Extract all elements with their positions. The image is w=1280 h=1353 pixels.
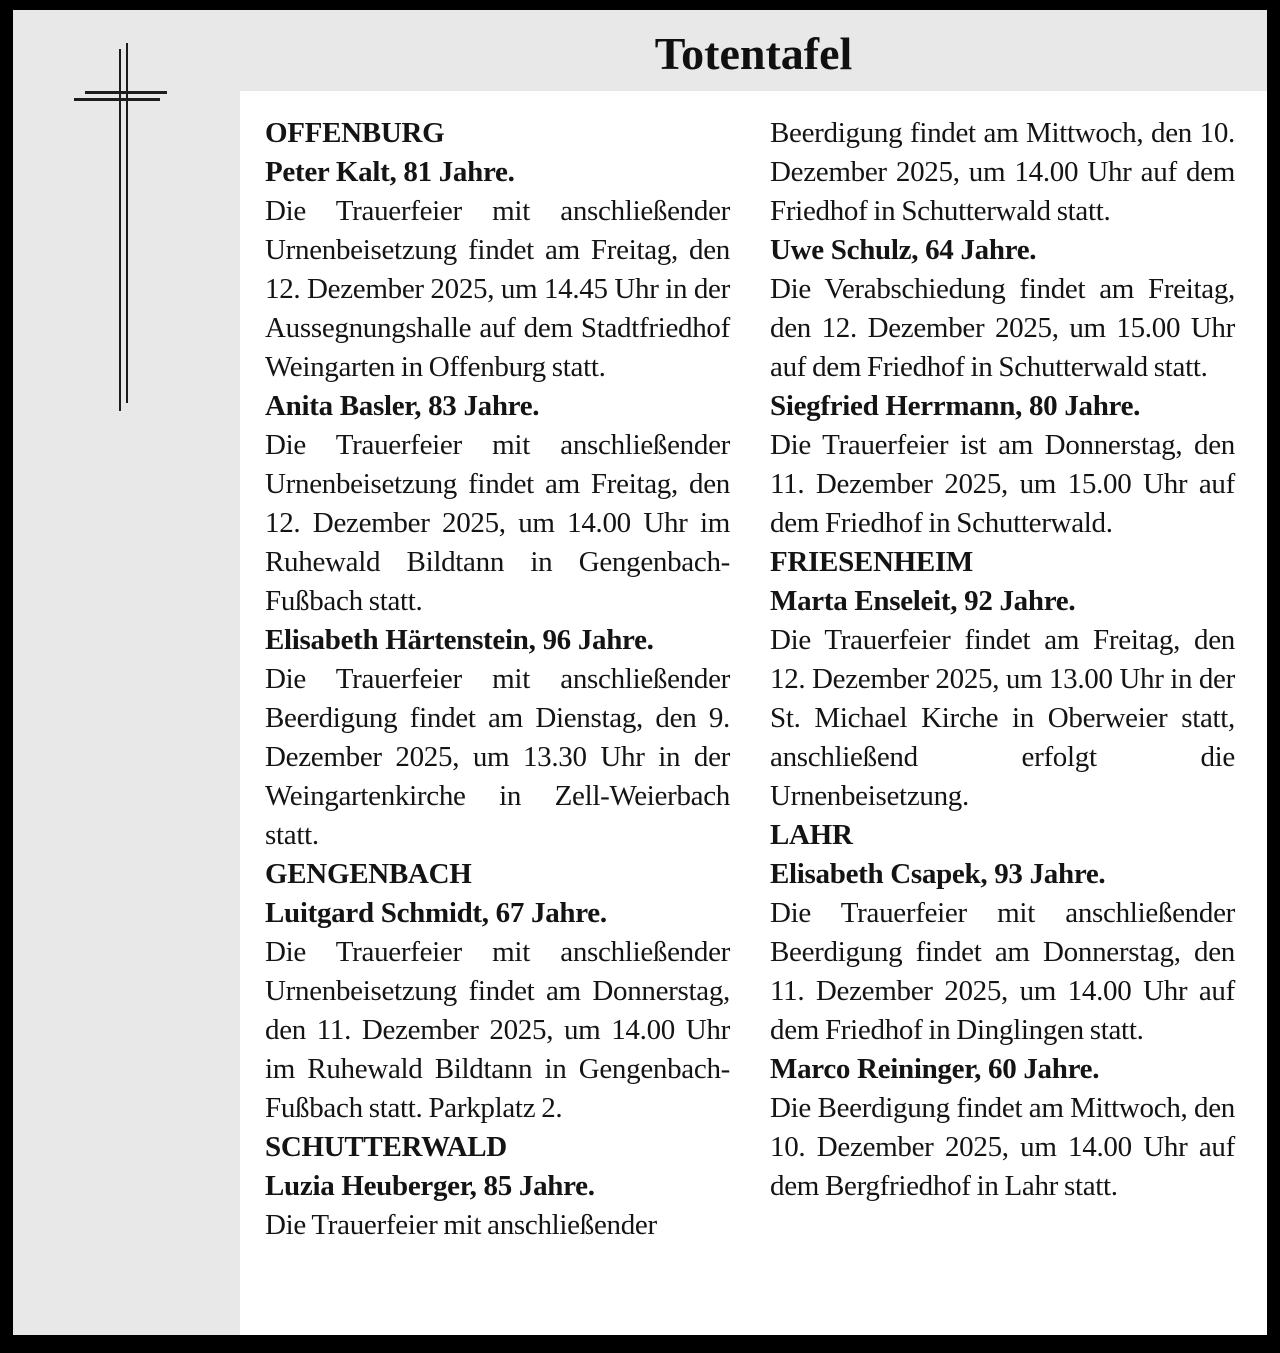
city-header: OFFENBURG [265, 117, 445, 149]
notice-text: Die Trauerfeier mit anschließender Beerdigung findet am Donnerstag, den 11. Dezember 2025, um 14.00 Uhr auf dem Friedhof in Dinglingen statt. [770, 897, 1235, 1046]
cross-horizontal-line [85, 91, 167, 94]
page-title: Totentafel [654, 28, 853, 79]
deceased-name: Marta Enseleit, 92 Jahre. [770, 585, 1076, 617]
deceased-name: Siegfried Herrmann, 80 Jahre. [770, 390, 1141, 422]
city-header: LAHR [770, 819, 853, 851]
notice-panel [240, 91, 1267, 1335]
notice-text: Die Verabschiedung findet am Freitag, den 12. Dezember 2025, um 15.00 Uhr auf dem Friedhof in Schutterwald statt. [770, 273, 1235, 383]
deceased-name: Marco Reininger, 60 Jahre. [770, 1053, 1100, 1085]
obituary-column-right [770, 114, 1235, 1245]
deceased-name: Uwe Schulz, 64 Jahre. [770, 234, 1037, 266]
deceased-name: Elisabeth Csapek, 93 Jahre. [770, 858, 1106, 890]
obituary-column-left [265, 114, 730, 1245]
city-header: SCHUTTERWALD [265, 1131, 507, 1163]
notice-text: Die Trauerfeier mit anschließender Urnenbeisetzung findet am Freitag, den 12. Dezember 2025, um 14.00 Uhr im Ruhewald Bildtann in Gengenbach-Fußbach statt. [265, 429, 730, 617]
memorial-cross-icon [13, 10, 213, 440]
notice-text: Die Trauerfeier findet am Freitag, den 12. Dezember 2025, um 13.00 Uhr in der St. Michael Kirche in Oberweier statt, anschließend erfolgt die Urnenbeisetzung. [770, 624, 1235, 812]
cross-horizontal-line [74, 98, 160, 101]
cross-vertical-line [126, 43, 128, 403]
city-header: GENGENBACH [265, 858, 472, 890]
notice-text: Die Trauerfeier mit anschließender Urnenbeisetzung findet am Freitag, den 12. Dezember 2025, um 14.45 Uhr in der Aussegnungshalle auf dem Stadtfriedhof Weingarten in Offenburg statt. [265, 195, 730, 383]
notice-text: Die Trauerfeier mit anschließender Urnenbeisetzung findet am Donnerstag, den 11. Dezember 2025, um 14.00 Uhr im Ruhewald Bildtann in Gengenbach-Fußbach statt. Parkplatz 2. [265, 936, 730, 1124]
deceased-name: Anita Basler, 83 Jahre. [265, 390, 540, 422]
obituary-page [13, 10, 1267, 1335]
deceased-name: Elisabeth Härtenstein, 96 Jahre. [265, 624, 654, 656]
deceased-name: Luzia Heuberger, 85 Jahre. [265, 1170, 595, 1202]
city-header: FRIESENHEIM [770, 546, 973, 578]
notice-text: Die Trauerfeier mit anschließender [265, 1209, 657, 1241]
cross-vertical-line [119, 49, 121, 411]
notice-text: Die Trauerfeier mit anschließender Beerdigung findet am Dienstag, den 9. Dezember 2025, um 13.30 Uhr in der Weingartenkirche in Zell-Weierbach statt. [265, 663, 730, 851]
notice-columns [240, 91, 1267, 1245]
notice-text: Die Beerdigung findet am Mittwoch, den 10. Dezember 2025, um 14.00 Uhr auf dem Bergfriedhof in Lahr statt. [770, 1092, 1235, 1202]
deceased-name: Peter Kalt, 81 Jahre. [265, 156, 515, 188]
notice-text: Die Trauerfeier ist am Donnerstag, den 11. Dezember 2025, um 15.00 Uhr auf dem Friedhof in Schutterwald. [770, 429, 1235, 539]
deceased-name: Luitgard Schmidt, 67 Jahre. [265, 897, 607, 929]
notice-text-continuation: Beerdigung findet am Mittwoch, den 10. Dezember 2025, um 14.00 Uhr auf dem Friedhof in Schutterwald statt. [770, 117, 1235, 227]
